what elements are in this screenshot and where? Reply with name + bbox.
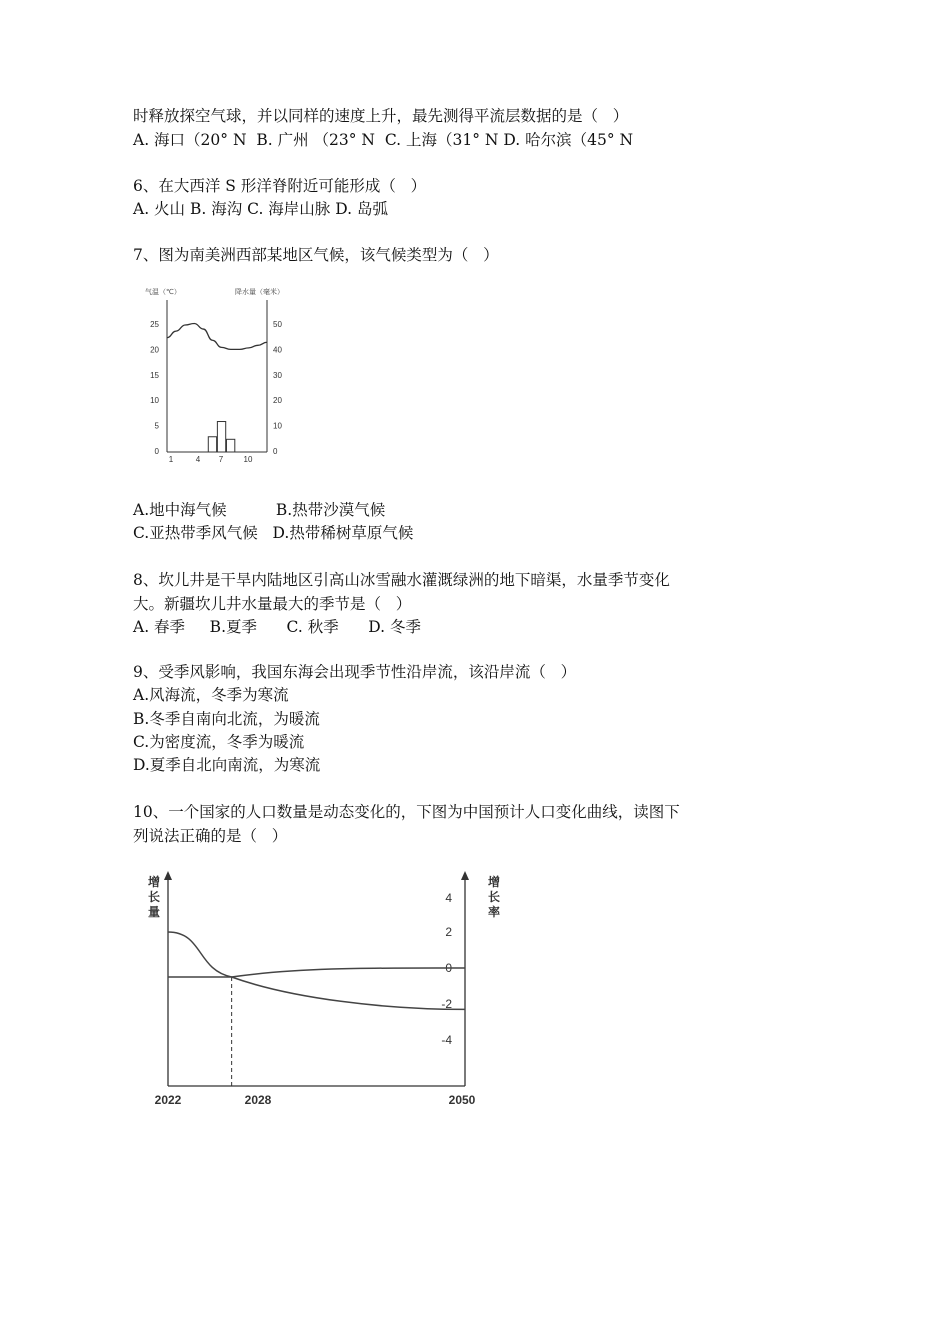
- population-chart-svg: [140, 868, 520, 1113]
- precip-tick: 50: [273, 320, 282, 329]
- q10-stem-line1: 10、一个国家的人口数量是动态变化的，下图为中国预计人口变化曲线，读图下: [133, 803, 680, 821]
- rate-tick: 0: [445, 961, 452, 975]
- rate-tick: -4: [441, 1033, 452, 1047]
- precipitation-bars: [208, 422, 235, 452]
- rate-tick: 4: [445, 891, 452, 905]
- temp-tick: 10: [150, 396, 159, 406]
- population-chart: [140, 868, 520, 1117]
- temp-tick: 5: [154, 421, 159, 431]
- left-axis-arrow: [164, 871, 172, 880]
- precip-tick: 10: [273, 421, 282, 431]
- left-axis-label: 长: [148, 890, 161, 904]
- temp-axis-label: 气温（℃）: [145, 289, 181, 296]
- rate-tick: -2: [441, 997, 452, 1011]
- q6-stem: 6、在大西洋 S 形洋脊附近可能形成（ ）: [133, 177, 427, 195]
- population-growth-curve: [168, 932, 465, 1009]
- right-axis-label: 长: [488, 890, 501, 904]
- temp-tick: 25: [150, 320, 159, 329]
- q9-option-d: D.夏季自北向南流，为寒流: [133, 756, 321, 774]
- precip-tick: 40: [273, 345, 282, 355]
- year-tick: 2022: [154, 1093, 182, 1107]
- rate-tick: 2: [445, 925, 452, 939]
- left-axis-label: 量: [148, 905, 161, 919]
- month-tick: 1: [168, 455, 174, 464]
- precip-tick: 0: [273, 447, 278, 456]
- q9-option-b: B.冬季自南向北流，为暖流: [133, 710, 320, 728]
- right-axis-arrow: [461, 871, 469, 880]
- temp-tick: 20: [150, 345, 159, 355]
- left-axis-label: 增: [148, 875, 161, 889]
- precipitation-bar: [226, 439, 234, 452]
- q5-options: A. 海口（20° N B. 广州 （23° N C. 上海（31° N D. 哈尔滨（45° N: [133, 131, 634, 149]
- temperature-curve: [167, 323, 267, 349]
- precipitation-bar: [208, 437, 216, 452]
- q9-option-a: A.风海流，冬季为寒流: [133, 686, 289, 704]
- year-tick: 2028: [244, 1093, 272, 1107]
- precipitation-bar: [217, 422, 225, 452]
- q9-option-c: C.为密度流，冬季为暖流: [133, 733, 305, 751]
- climate-chart-svg: [135, 282, 295, 467]
- month-tick: 10: [243, 455, 253, 464]
- q8-stem-line2: 大。新疆坎儿井水量最大的季节是（ ）: [133, 595, 412, 613]
- q10-stem-line2: 列说法正确的是（ ）: [133, 827, 288, 845]
- precip-tick: 30: [273, 370, 282, 380]
- temp-tick: 0: [154, 447, 159, 456]
- q7-stem: 7、图为南美洲西部某地区气候，该气候类型为（ ）: [133, 246, 499, 264]
- q8-stem-line1: 8、坎儿井是干旱内陆地区引高山冰雪融水灌溉绿洲的地下暗渠，水量季节变化: [133, 571, 670, 589]
- month-tick: 7: [218, 455, 224, 464]
- month-tick: 4: [195, 455, 201, 464]
- precip-axis-label: 降水量（毫米）: [235, 289, 284, 296]
- right-axis-label: 率: [488, 905, 501, 919]
- temp-tick: 15: [150, 370, 159, 380]
- right-axis-label: 增: [488, 875, 501, 889]
- climate-chart: [135, 282, 295, 471]
- q7-options-row2: C.亚热带季风气候 D.热带稀树草原气候: [133, 524, 414, 542]
- q6-options: A. 火山 B. 海沟 C. 海岸山脉 D. 岛弧: [133, 200, 388, 218]
- precip-tick: 20: [273, 396, 282, 406]
- q5-stem-tail: 时释放探空气球，并以同样的速度上升，最先测得平流层数据的是（ ）: [133, 107, 629, 125]
- year-tick: 2050: [448, 1093, 476, 1107]
- population-rate-curve: [168, 968, 465, 977]
- q9-stem: 9、受季风影响，我国东海会出现季节性沿岸流，该沿岸流（ ）: [133, 663, 577, 681]
- q8-options: A. 春季 B.夏季 C. 秋季 D. 冬季: [133, 618, 422, 636]
- q7-options-row1: A.地中海气候 B.热带沙漠气候: [133, 501, 386, 519]
